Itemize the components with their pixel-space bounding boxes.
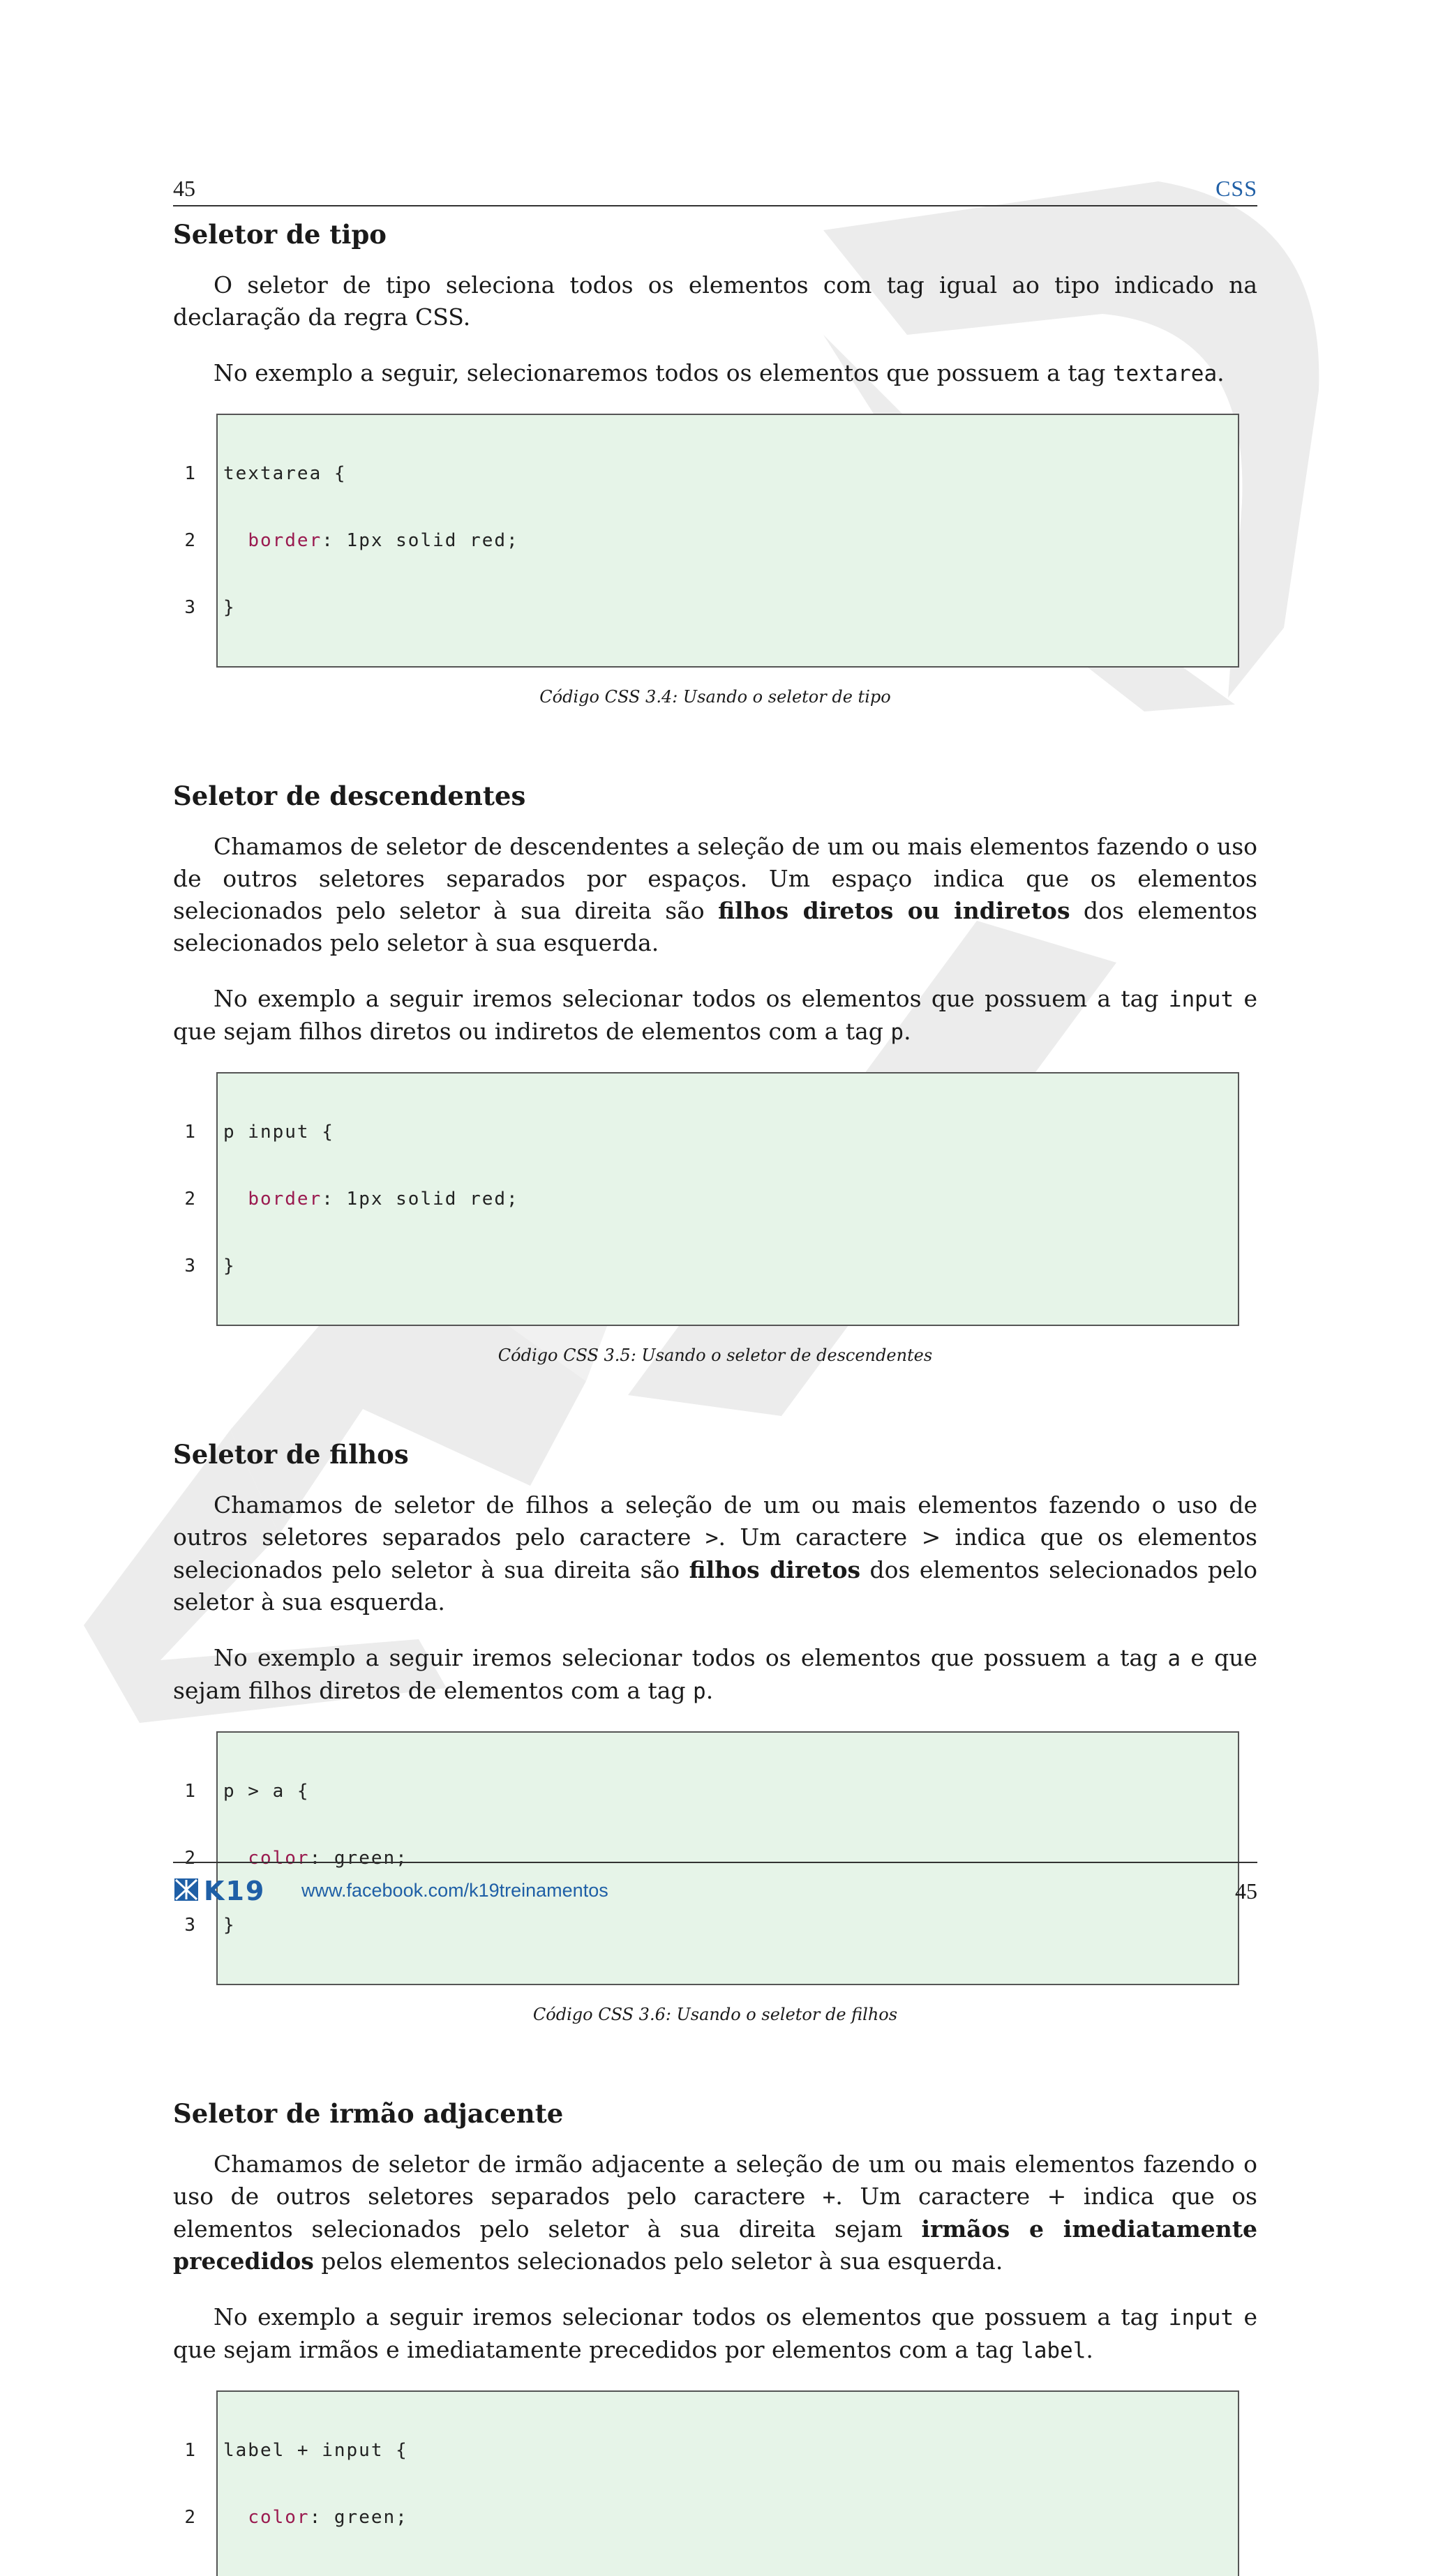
line-number: 1 — [184, 2440, 195, 2461]
code-line: 2 border: 1px solid red; — [223, 529, 1238, 552]
paragraph: No exemplo a seguir iremos selecionar todos os elementos que possuem a tag input e que sejam irmãos e imediatamente precedidos por elementos com a tag label. — [173, 2303, 1257, 2363]
css-property: border — [248, 1189, 322, 1210]
header-page-number: 45 — [173, 176, 195, 201]
line-number: 3 — [184, 1915, 195, 1936]
inline-code: input — [1168, 2305, 1234, 2330]
section-title-tipo: Seletor de tipo — [173, 219, 387, 250]
code-line: 2 border: 1px solid red; — [223, 1188, 1238, 1210]
paragraph: Chamamos de seletor de irmão adjacente a seleção de um ou mais elementos fazendo o uso de outros seletores separados pelo caractere +. Um caractere + indica que os elementos selecionados pelo seletor à sua direita sejam irmãos e imediatamente precedidos pelos elementos selecionados pelo seletor à sua esquerda. — [173, 2151, 1257, 2275]
header-chapter-title: CSS — [1215, 176, 1257, 201]
inline-code: label — [1021, 2338, 1086, 2363]
paragraph: No exemplo a seguir iremos selecionar todos os elementos que possuem a tag a e que sejam filhos diretos de elementos com a tag p. — [173, 1644, 1257, 1704]
inline-code: textarea — [1112, 361, 1218, 386]
code-caption: Código CSS 3.5: Usando o seletor de descendentes — [497, 1346, 933, 1365]
paragraph: No exemplo a seguir iremos selecionar todos os elementos que possuem a tag input e que sejam filhos diretos ou indiretos de elementos com a tag p. — [173, 985, 1257, 1045]
code-listing — [184, 1731, 1239, 1985]
inline-code: p — [693, 1679, 706, 1704]
k19-logo-icon — [173, 1876, 285, 1904]
inline-code: input — [1168, 987, 1234, 1012]
code-listing — [184, 414, 1239, 668]
inline-symbol: > — [921, 1523, 941, 1551]
line-number: 2 — [184, 2507, 195, 2528]
code-line: 1 label + input { — [223, 2439, 1238, 2462]
line-number: 1 — [184, 1122, 195, 1143]
running-header — [173, 173, 1257, 206]
paragraph: O seletor de tipo seleciona todos os elementos com tag igual ao tipo indicado na declaração da regra CSS. — [173, 271, 1257, 331]
bold-text: irmãos e imediatamente precedidos — [173, 2215, 1257, 2275]
bold-text: filhos diretos ou indiretos — [718, 897, 1070, 924]
code-line: 1 p input { — [223, 1121, 1238, 1143]
page-content — [173, 216, 1257, 2576]
inline-code: a — [1167, 1646, 1181, 1671]
inline-symbol: + — [1047, 2183, 1067, 2210]
inline-code: p — [890, 1020, 904, 1045]
paragraph: No exemplo a seguir, selecionaremos todos os elementos que possuem a tag textarea. — [214, 359, 1225, 386]
css-property: border — [248, 530, 322, 551]
line-number: 2 — [184, 1189, 195, 1210]
svg-text:K19: K19 — [204, 1876, 266, 1904]
code-line: 1 p > a { — [223, 1780, 1238, 1802]
code-listing — [184, 1072, 1239, 1326]
line-number: 3 — [184, 1256, 195, 1276]
code-line: 3 } — [223, 1255, 1238, 1277]
code-line: 3 } — [223, 1914, 1238, 1936]
code-listing — [184, 2390, 1239, 2576]
line-number: 2 — [184, 1848, 195, 1869]
code-line: 2 color: green; — [223, 1847, 1238, 1869]
page-footer — [173, 1862, 1257, 1912]
section-title-filhos: Seletor de filhos — [173, 1439, 409, 1470]
line-number: 1 — [184, 463, 195, 484]
paragraph: Chamamos de seletor de filhos a seleção de um ou mais elementos fazendo o uso de outros seletores separados pelo caractere >. Um caractere > indica que os elementos selecionados pelo seletor à sua direita são filhos diretos dos elementos selecionados pelo seletor à sua esquerda. — [173, 1491, 1257, 1615]
paragraph: Chamamos de seletor de descendentes a seleção de um ou mais elementos fazendo o uso de outros seletores separados por espaços. Um espaço indica que os elementos selecionados pelo seletor à sua direita são filhos diretos ou indiretos dos elementos selecionados pelo seletor à sua esquerda. — [173, 833, 1257, 956]
code-caption: Código CSS 3.4: Usando o seletor de tipo — [539, 687, 891, 707]
section-title-descendentes: Seletor de descendentes — [173, 781, 526, 811]
inline-code: + — [822, 2185, 836, 2210]
inline-code: > — [705, 1526, 719, 1551]
bold-text: filhos diretos — [689, 1556, 861, 1583]
line-number: 1 — [184, 1781, 195, 1802]
css-property: color — [248, 2507, 310, 2528]
section-title-irmao: Seletor de irmão adjacente — [173, 2098, 564, 2129]
code-line: 1 textarea { — [223, 462, 1238, 485]
line-number: 2 — [184, 530, 195, 551]
code-line: 2 color: green; — [223, 2506, 1238, 2529]
css-property: color — [248, 1848, 310, 1869]
code-caption: Código CSS 3.6: Usando o seletor de filhos — [532, 2005, 898, 2024]
footer-page-number: 45 — [1235, 1878, 1257, 1904]
line-number: 3 — [184, 597, 195, 618]
footer-url-link[interactable]: www.facebook.com/k19treinamentos — [301, 1880, 608, 1901]
code-line: 3 } — [223, 596, 1238, 619]
